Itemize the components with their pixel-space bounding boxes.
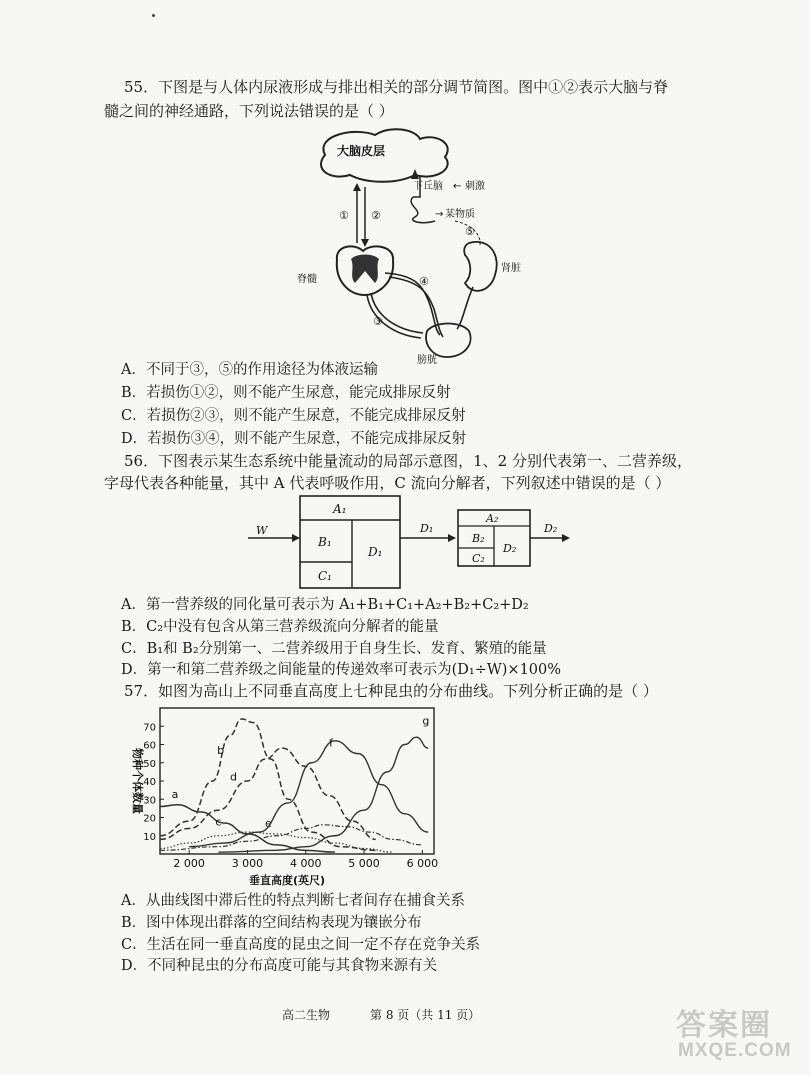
c1-label: C₁ <box>318 569 332 583</box>
c2-label: C₂ <box>472 552 485 565</box>
plot-frame <box>160 708 434 854</box>
watermark-logo: 答案圈 <box>676 1009 772 1042</box>
series-label-e: e <box>264 816 272 830</box>
q56-stem-line2: 字母代表各种能量，其中 A 代表呼吸作用，C 流向分解者，下列叙述中错误的是（ ） <box>104 474 671 492</box>
series-label-a: a <box>171 788 179 802</box>
q55-option-b[interactable]: B．若损伤①②，则不能产生尿意，能完成排尿反射 <box>121 385 451 401</box>
x-tick-label: 6 000 <box>406 857 439 870</box>
label-5: ⑤ <box>465 225 475 238</box>
d2-arrow-label: D₂ <box>544 522 558 535</box>
q55-stem-line2: 髓之间的神经通路，下列说法错误的是（ ） <box>104 102 394 120</box>
y-tick-label: 10 <box>143 831 156 843</box>
b2-label: B₂ <box>472 532 485 545</box>
q56-option-b[interactable]: B．C₂中没有包含从第三营养级流向分解者的能量 <box>121 619 439 635</box>
label-4: ④ <box>419 275 429 288</box>
kidney-label: 肾脏 <box>501 263 521 274</box>
q57-option-c[interactable]: C．生活在同一垂直高度的昆虫之间一定不存在竞争关系 <box>121 937 481 953</box>
q56-diagram <box>240 492 580 592</box>
q57-option-d[interactable]: D．不同种昆虫的分布高度可能与其食物来源有关 <box>121 958 438 974</box>
scan-dot <box>152 14 155 17</box>
svg-text:←: ← <box>453 181 462 192</box>
y-tick-label: 20 <box>143 813 156 825</box>
footer-page-number: 第 8 页（共 11 页） <box>370 1008 481 1022</box>
x-tick-label: 2 000 <box>173 857 205 870</box>
series-label-f: f <box>329 736 333 750</box>
y-tick-label: 50 <box>143 758 156 770</box>
y-tick-label: 60 <box>143 740 156 752</box>
x-axis-label: 垂直高度(英尺) <box>248 874 326 887</box>
x-tick-label: 5 000 <box>348 857 380 870</box>
series-label-d: d <box>229 770 237 784</box>
kidney-shape <box>464 242 496 291</box>
d1-label: D₁ <box>368 545 383 559</box>
series-label-c: c <box>215 815 222 829</box>
substance-label: 某物质 <box>445 209 475 220</box>
d2-label: D₂ <box>503 542 517 555</box>
trophic-level-1-box <box>300 496 400 588</box>
q57-option-b[interactable]: B．图中体现出群落的空间结构表现为镶嵌分布 <box>121 915 422 931</box>
q56-option-d[interactable]: D．第一和第二营养级之间能量的传递效率可表示为(D₁÷W)×100% <box>121 662 562 678</box>
y-tick-label: 40 <box>143 777 156 788</box>
y-axis-label: 物种个体数量 <box>131 748 144 814</box>
footer-subject: 高二生物 <box>282 1008 331 1022</box>
series-label-g: g <box>422 714 430 728</box>
d1-arrow-label: D₁ <box>420 522 434 535</box>
q55-option-c[interactable]: C．若损伤②③，则不能产生尿意，不能完成排尿反射 <box>121 408 466 424</box>
x-tick-label: 4 000 <box>289 857 322 870</box>
q57-stem: 57．如图为高山上不同垂直高度上七种昆虫的分布曲线。下列分析正确的是（ ） <box>124 682 658 700</box>
series-line-g <box>218 737 428 852</box>
watermark-site: MXQE.COM <box>678 1040 792 1061</box>
a1-label: A₁ <box>333 502 347 516</box>
cortex-label: 大脑皮层 <box>337 144 386 158</box>
x-tick-label: 3 000 <box>231 857 264 870</box>
label-1: ① <box>339 209 349 222</box>
hypothalamus-label: 下丘脑 <box>413 181 443 192</box>
y-tick-label: 30 <box>143 795 156 807</box>
b1-label: B₁ <box>318 535 332 549</box>
q55-diagram <box>295 125 535 365</box>
series-line-c <box>160 832 393 852</box>
svg-text:→: → <box>435 209 444 220</box>
q57-option-a[interactable]: A．从曲线图中滞后性的特点判断七者间存在捕食关系 <box>121 893 465 909</box>
bladder-shape <box>426 324 470 358</box>
label-3: ③ <box>373 315 383 328</box>
spinal-label: 脊髓 <box>297 274 317 285</box>
q55-option-d[interactable]: D．若损伤③④，则不能产生尿意，不能完成排尿反射 <box>121 431 467 447</box>
w-label: W <box>256 524 268 537</box>
y-tick-label: 70 <box>143 722 156 734</box>
q56-stem-line1: 56．下图表示某生态系统中能量流动的局部示意图，1、2 分别代表第一、二营养级， <box>124 452 692 470</box>
bladder-label: 膀胱 <box>417 355 437 365</box>
q55-option-a[interactable]: A．不同于③，⑤的作用途径为体液运输 <box>121 362 378 378</box>
q57-chart <box>108 700 448 890</box>
label-2: ② <box>371 209 381 222</box>
stimulus-label: 刺激 <box>465 181 485 192</box>
q56-option-a[interactable]: A．第一营养级的同化量可表示为 A₁+B₁+C₁+A₂+B₂+C₂+D₂ <box>121 597 529 613</box>
q55-stem-line1: 55．下图是与人体内尿液形成与排出相关的部分调节简图。图中①②表示大脑与脊 <box>124 78 669 96</box>
a2-label: A₂ <box>486 512 499 525</box>
q56-option-c[interactable]: C．B₁和 B₂分别第一、二营养级用于自身生长、发育、繁殖的能量 <box>121 641 547 657</box>
series-label-b: b <box>217 744 225 758</box>
series-line-b <box>160 719 376 850</box>
